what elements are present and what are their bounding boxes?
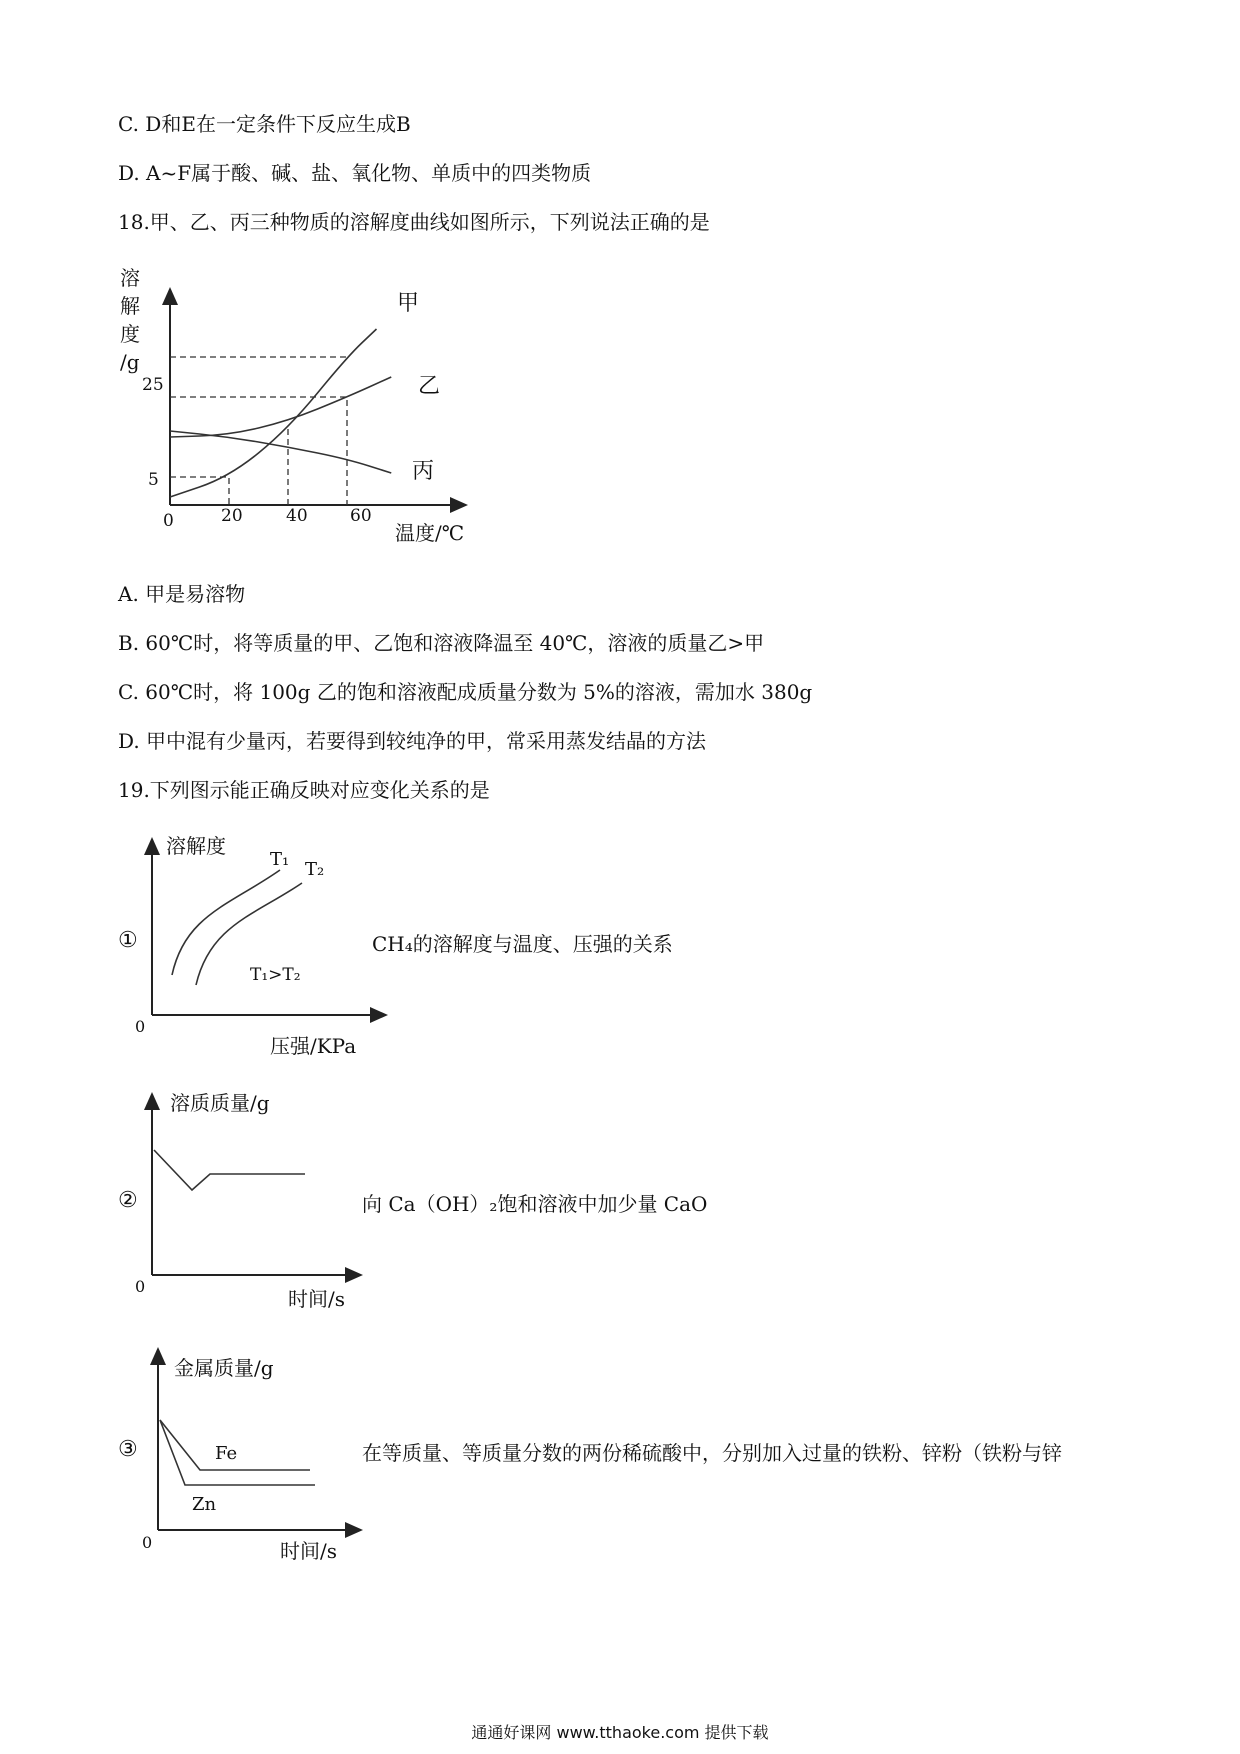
series-label-fe: Fe: [215, 1443, 238, 1464]
figure-1-number: ①: [118, 928, 138, 953]
y-axis-label: 溶质质量/g: [170, 1091, 270, 1115]
figure-2-description: 向 Ca（OH）₂饱和溶液中加少量 CaO: [362, 1192, 708, 1216]
ylabel-char: 度: [120, 322, 140, 346]
figure-3-metal-mass: [130, 1345, 380, 1575]
ylabel-char: 解: [120, 294, 140, 318]
zn-line: [160, 1420, 315, 1485]
question-18: 18.甲、乙、丙三种物质的溶解度曲线如图所示，下列说法正确的是: [118, 210, 710, 234]
series-label-yi: 乙: [418, 374, 441, 399]
series-label-t1: T₁: [270, 849, 290, 870]
origin-label: 0: [142, 1533, 153, 1552]
origin-label: 0: [135, 1017, 146, 1036]
q18-option-b: B. 60℃时，将等质量的甲、乙饱和溶液降温至 40℃，溶液的质量乙>甲: [118, 631, 765, 655]
origin-label: 0: [135, 1277, 146, 1296]
figure-2-solute-mass: [130, 1090, 390, 1325]
q18-option-c: C. 60℃时，将 100g 乙的饱和溶液配成质量分数为 5%的溶液，需加水 380g: [118, 680, 813, 704]
solubility-chart-18: [100, 255, 500, 555]
series-label-bing: 丙: [412, 459, 435, 484]
y-axis-label: 溶解度: [166, 834, 226, 858]
x-tick-20: 20: [221, 506, 243, 526]
option-d: D. A~F属于酸、碱、盐、氧化物、单质中的四类物质: [118, 161, 592, 185]
q18-option-a: A. 甲是易溶物: [118, 582, 246, 606]
y-tick-5: 5: [148, 470, 159, 490]
series-label-zn: Zn: [192, 1494, 217, 1515]
curve-t1: [172, 870, 280, 975]
q18-option-d: D. 甲中混有少量丙，若要得到较纯净的甲，常采用蒸发结晶的方法: [118, 729, 707, 753]
figure-1-ch4-solubility: [130, 825, 390, 1070]
x-tick-60: 60: [350, 506, 372, 526]
guide-5: [170, 477, 229, 505]
chart-curves: [170, 329, 391, 505]
ylabel-char: /g: [120, 350, 140, 374]
x-axis-label: 时间/s: [280, 1539, 338, 1563]
figure-1-description: CH₄的溶解度与温度、压强的关系: [372, 932, 673, 956]
curve-bing: [170, 431, 391, 473]
y-axis-label: 金属质量/g: [174, 1356, 274, 1380]
y-tick-25: 25: [142, 375, 164, 395]
x-axis-label: 时间/s: [288, 1287, 346, 1311]
x-tick-0: 0: [163, 511, 174, 531]
x-axis-label: 压强/KPa: [270, 1034, 357, 1058]
figure-3-number: ③: [118, 1437, 138, 1462]
x-axis-label: 温度/℃: [395, 521, 465, 545]
curve-jia: [170, 329, 377, 497]
ylabel-char: 溶: [120, 266, 140, 290]
annotation-t1-gt-t2: T₁>T₂: [250, 965, 301, 985]
question-19: 19.下列图示能正确反映对应变化关系的是: [118, 778, 490, 802]
series-label-t2: T₂: [305, 859, 325, 880]
solute-mass-line: [154, 1150, 305, 1190]
x-tick-40: 40: [286, 506, 308, 526]
page-footer: 通通好课网 www.tthaoke.com 提供下载: [471, 1723, 769, 1742]
figure-3-description: 在等质量、等质量分数的两份稀硫酸中，分别加入过量的铁粉、锌粉（铁粉与锌: [362, 1441, 1062, 1465]
figure-2-number: ②: [118, 1188, 138, 1213]
option-c: C. D和E在一定条件下反应生成B: [118, 112, 411, 136]
curve-yi: [170, 377, 391, 437]
series-label-jia: 甲: [397, 291, 420, 316]
